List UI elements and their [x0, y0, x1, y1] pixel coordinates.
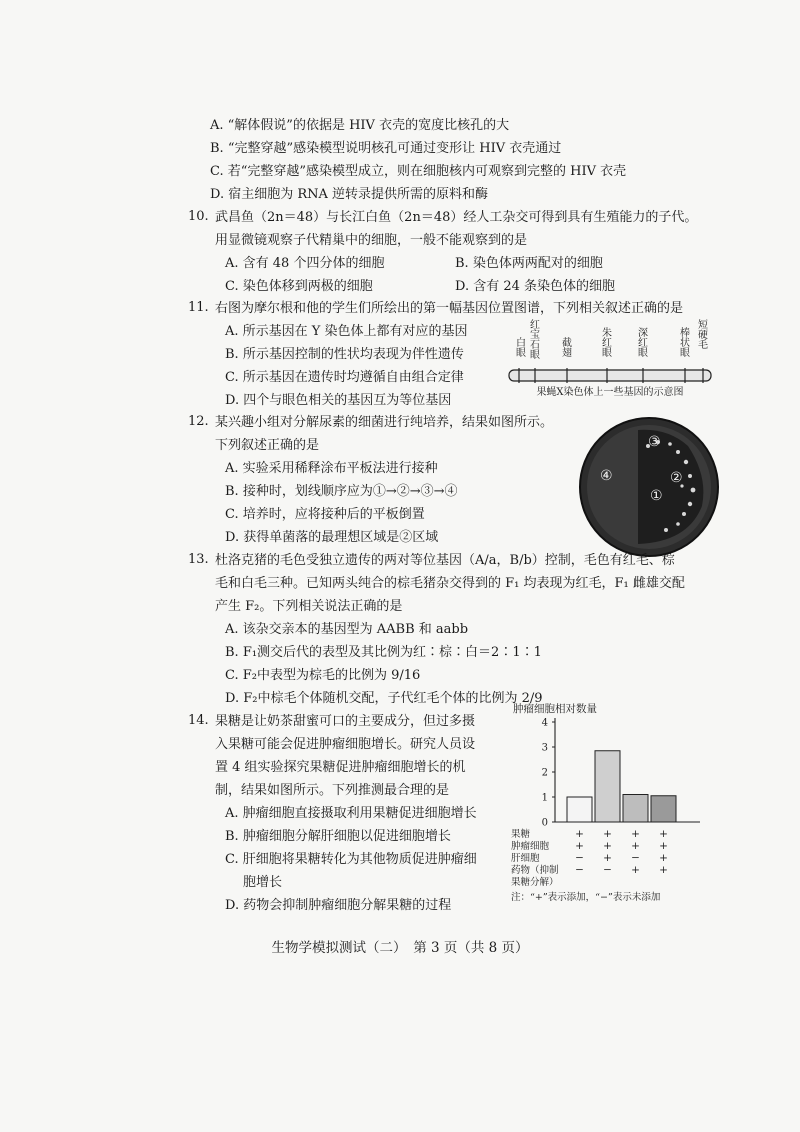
- cell-r3-c1: −: [603, 864, 612, 876]
- q12-option-d: D. 获得单菌落的最理想区域是②区域: [225, 530, 439, 545]
- q11-option-c: C. 所示基因在遗传时均遵循自由组合定律: [225, 370, 464, 385]
- q9-option-b: B. “完整穿越”感染模型说明核孔可通过变形让 HIV 衣壳通过: [210, 141, 562, 156]
- q11-number: 11.: [188, 300, 209, 315]
- q13-option-c: C. F₂中表型为棕毛的比例为 9/16: [225, 668, 421, 683]
- q11-option-d: D. 四个与眼色相关的基因互为等位基因: [225, 393, 452, 408]
- gene-label-cut-wing: 截翅: [559, 337, 571, 357]
- row-label-2: 肝细胞: [511, 853, 540, 864]
- chromosome-bar: [509, 370, 711, 381]
- q13-option-d: D. F₂中棕毛个体随机交配，子代红毛个体的比例为 2/9: [225, 691, 543, 706]
- q14-number: 14.: [188, 713, 209, 728]
- gene-label-white-eye: 白眼: [513, 337, 525, 357]
- q14-stem-2: 入果糖可能会促进肿瘤细胞增长。研究人员设: [215, 737, 476, 752]
- q13-stem-2: 毛和白毛三种。已知两头纯合的棕毛猪杂交得到的 F₁ 均表现为红毛，F₁ 雌雄交配: [215, 576, 685, 591]
- q13-option-b: B. F₁测交后代的表型及其比例为红∶棕∶白＝2∶1∶1: [225, 645, 542, 660]
- cell-r1-c3: +: [659, 840, 668, 852]
- zone-label-3: ③: [648, 434, 661, 450]
- q14-stem-3: 置 4 组实验探究果糖促进肿瘤细胞增长的机: [215, 760, 466, 775]
- q9-option-a: A. “解体假说”的依据是 HIV 衣壳的宽度比核孔的大: [210, 118, 510, 133]
- q12-option-a: A. 实验采用稀释涂布平板法进行接种: [225, 461, 438, 476]
- q14-option-a: A. 肿瘤细胞直接摄取利用果糖促进细胞增长: [225, 806, 477, 821]
- chromosome-caption: 果蝇X染色体上一些基因的示意图: [536, 387, 684, 398]
- q11-stem: 右图为摩尔根和他的学生们所绘出的第一幅基因位置图谱，下列相关叙述正确的是: [215, 301, 684, 316]
- q10-option-c: C. 染色体移到两极的细胞: [225, 279, 373, 294]
- q13-stem-1: 杜洛克猪的毛色受独立遗传的两对等位基因（A/a，B/b）控制，毛色有红毛、棕: [215, 553, 675, 568]
- row-label-1: 肿瘤细胞: [511, 841, 550, 852]
- petri-dish-image: [578, 416, 720, 558]
- cell-r2-c3: +: [659, 852, 668, 864]
- q14-option-c-line1: C. 肝细胞将果糖转化为其他物质促进肿瘤细: [225, 852, 477, 867]
- q11-option-a: A. 所示基因在 Y 染色体上都有对应的基因: [225, 324, 468, 339]
- chart-title: 肿瘤细胞相对数量: [513, 703, 597, 715]
- gene-label-carmine-eye: 深红眼: [635, 327, 647, 357]
- zone-label-4: ④: [600, 468, 613, 484]
- cell-r0-c0: +: [575, 828, 584, 840]
- gene-label-ruby-eye: 红宝石眼: [527, 319, 539, 359]
- q10-option-d: D. 含有 24 条染色体的细胞: [455, 279, 616, 294]
- page-footer: 生物学模拟测试（二） 第 3 页（共 8 页）: [271, 940, 529, 956]
- q11-option-b: B. 所示基因控制的性状均表现为伴性遗传: [225, 347, 464, 362]
- zone-label-2: ②: [670, 470, 683, 486]
- cell-r1-c2: +: [631, 840, 640, 852]
- q13-option-a: A. 该杂交亲本的基因型为 AABB 和 aabb: [225, 622, 469, 637]
- q12-number: 12.: [188, 414, 209, 429]
- cell-r0-c2: +: [631, 828, 640, 840]
- cell-r0-c1: +: [603, 828, 612, 840]
- row-label-3: 药物（抑制: [511, 865, 559, 876]
- q9-option-c: C. 若“完整穿越”感染模型成立，则在细胞核内可观察到完整的 HIV 衣壳: [210, 164, 627, 179]
- y-tick-label-3: 3: [541, 742, 548, 754]
- q12-stem-2: 下列叙述正确的是: [215, 438, 320, 453]
- q10-option-a: A. 含有 48 个四分体的细胞: [225, 256, 385, 271]
- gene-label-bar-eye: 棒状眼: [677, 327, 689, 357]
- chart-note: 注：“+”表示添加，“−”表示未添加: [511, 892, 661, 903]
- cell-r2-c2: −: [631, 852, 640, 864]
- row-label-4: 果糖分解）: [511, 877, 559, 888]
- cell-r2-c1: +: [603, 852, 612, 864]
- bar-group-2: [595, 751, 620, 822]
- gene-label-bristle: 短硬毛: [695, 319, 707, 349]
- bar-group-4: [651, 796, 676, 822]
- y-tick-label-1: 1: [541, 792, 548, 804]
- q10-number: 10.: [188, 209, 209, 224]
- cell-r3-c3: +: [659, 864, 668, 876]
- q12-option-c: C. 培养时，应将接种后的平板倒置: [225, 507, 425, 522]
- cell-r3-c0: −: [575, 864, 584, 876]
- cell-r0-c3: +: [659, 828, 668, 840]
- q10-stem-2: 用显微镜观察子代精巢中的细胞，一般不能观察到的是: [215, 233, 528, 248]
- gene-label-vermilion-eye: 朱红眼: [599, 327, 611, 357]
- q12-option-b: B. 接种时，划线顺序应为①→②→③→④: [225, 484, 458, 499]
- cell-r3-c2: +: [631, 864, 640, 876]
- bar-group-1: [567, 797, 592, 822]
- cell-r1-c0: +: [575, 840, 584, 852]
- cell-r2-c0: −: [575, 852, 584, 864]
- q13-number: 13.: [188, 552, 209, 567]
- q9-option-d: D. 宿主细胞为 RNA 逆转录提供所需的原料和酶: [210, 187, 489, 202]
- cell-r1-c1: +: [603, 840, 612, 852]
- q14-stem-4: 制，结果如图所示。下列推测最合理的是: [215, 783, 450, 798]
- q14-option-b: B. 肿瘤细胞分解肝细胞以促进细胞增长: [225, 829, 451, 844]
- q12-stem-1: 某兴趣小组对分解尿素的细菌进行纯培养，结果如图所示。: [215, 415, 554, 430]
- bar-group-3: [623, 795, 648, 823]
- row-label-0: 果糖: [511, 829, 531, 840]
- y-tick-label-4: 4: [541, 717, 548, 729]
- q14-stem-1: 果糖是让奶茶甜蜜可口的主要成分，但过多摄: [215, 714, 476, 729]
- q13-stem-3: 产生 F₂。下列相关说法正确的是: [215, 599, 403, 614]
- y-tick-label-0: 0: [541, 817, 548, 829]
- q10-option-b: B. 染色体两两配对的细胞: [455, 256, 603, 271]
- tumor-cell-bar-chart: [505, 700, 720, 905]
- y-tick-label-2: 2: [541, 767, 548, 779]
- q14-option-d: D. 药物会抑制肿瘤细胞分解果糖的过程: [225, 898, 452, 913]
- q10-stem-1: 武昌鱼（2n＝48）与长江白鱼（2n＝48）经人工杂交可得到具有生殖能力的子代。: [215, 210, 698, 225]
- chromosome-map-diagram: [505, 315, 715, 400]
- zone-label-1: ①: [650, 488, 663, 504]
- q14-option-c-line2: 胞增长: [243, 875, 283, 890]
